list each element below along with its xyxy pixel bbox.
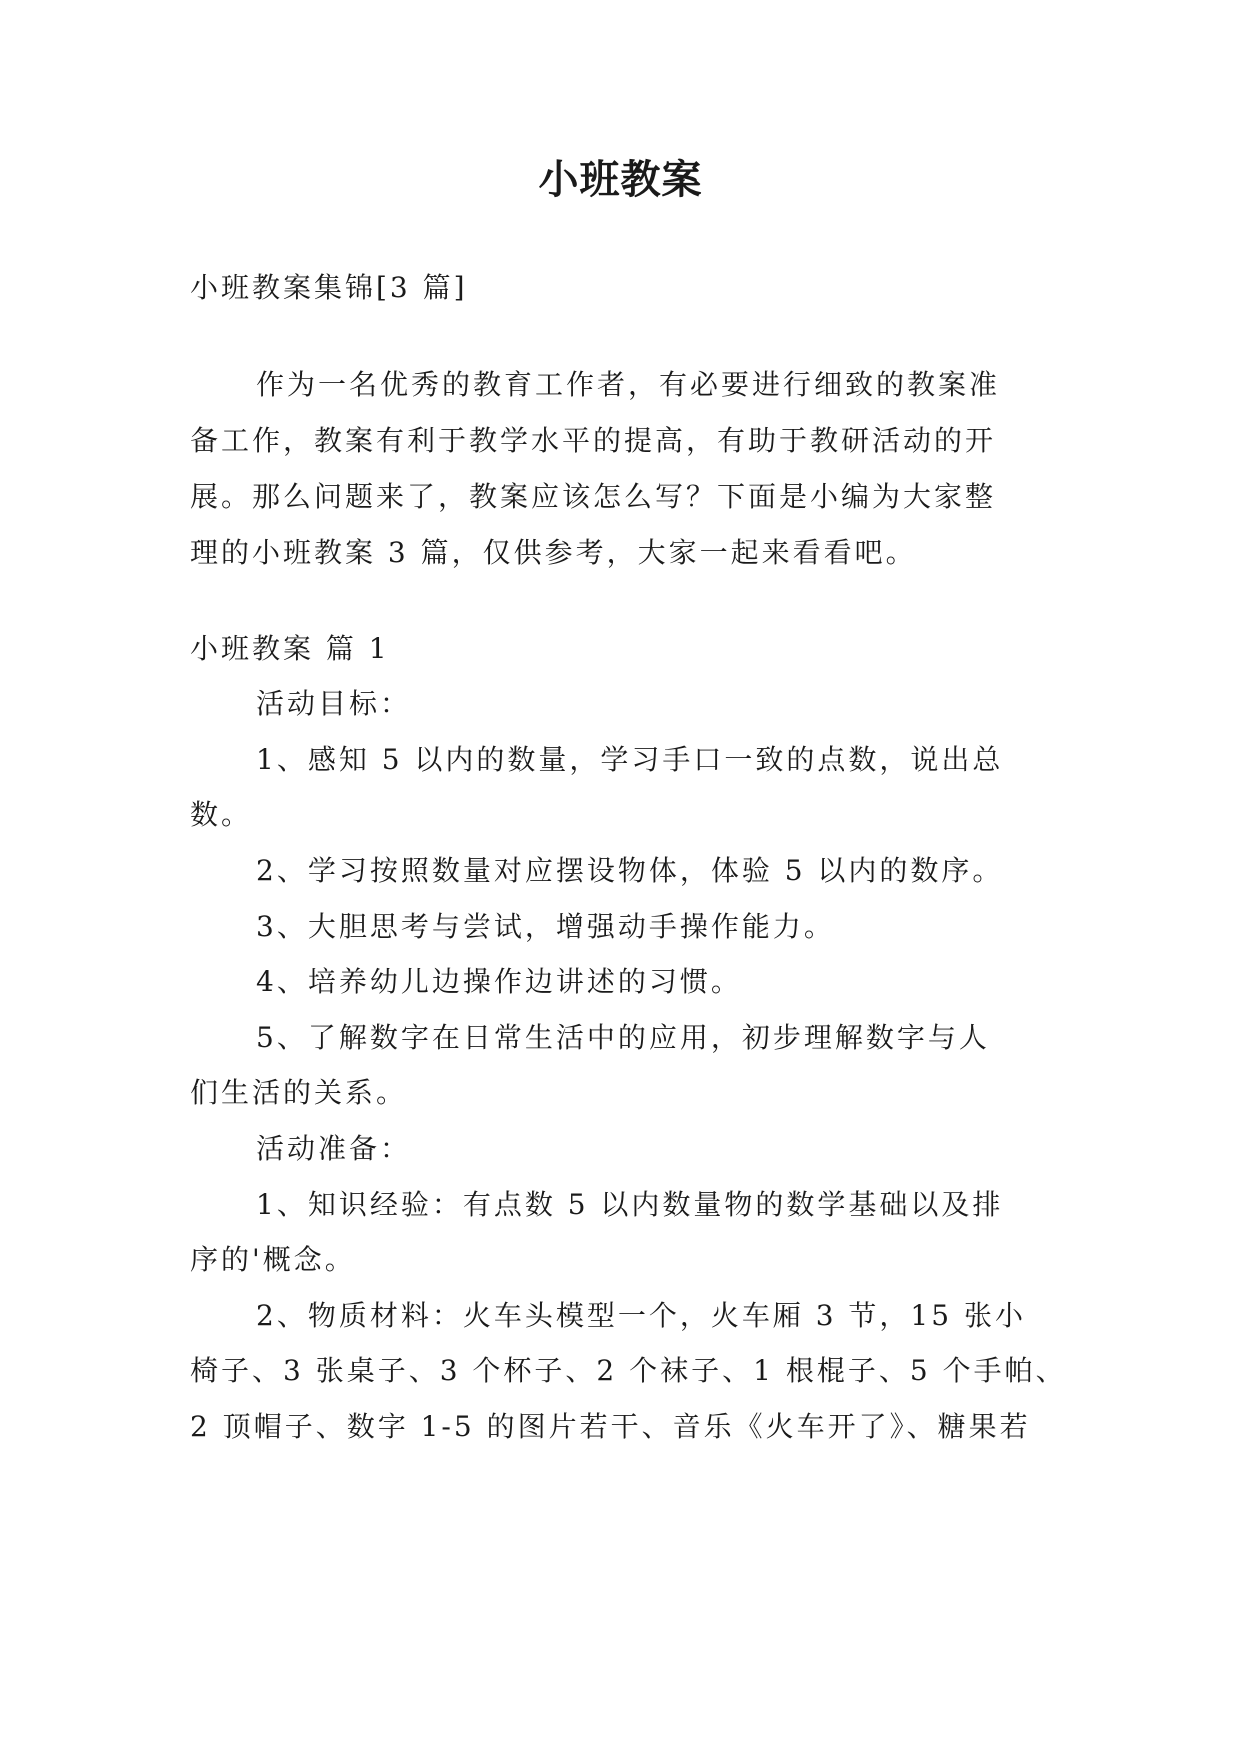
intro-line: 展。那么问题来了，教案应该怎么写？下面是小编为大家整 <box>190 480 997 513</box>
goal-item-continuation: 数。 <box>190 798 253 831</box>
document-title: 小班教案 <box>538 156 703 203</box>
goal-item: 3、大胆思考与尝试，增强动手操作能力。 <box>256 910 835 943</box>
section-title: 小班教案 篇 1 <box>190 632 390 665</box>
prep-item-continuation: 椅子、3 张桌子、3 个杯子、2 个袜子、1 根棍子、5 个手帕、 <box>190 1354 1067 1387</box>
goal-item: 4、培养幼儿边操作边讲述的习惯。 <box>256 965 742 998</box>
prep-item-continuation: 序的'概念。 <box>190 1243 356 1276</box>
goal-item-continuation: 们生活的关系。 <box>190 1076 408 1109</box>
prep-item: 2、物质材料：火车头模型一个，火车厢 3 节，15 张小 <box>256 1299 1026 1332</box>
intro-line: 备工作，教案有利于教学水平的提高，有助于教研活动的开 <box>190 424 997 457</box>
goals-heading: 活动目标： <box>256 687 412 720</box>
goal-item: 5、了解数字在日常生活中的应用，初步理解数字与人 <box>256 1021 990 1054</box>
prep-item: 1、知识经验：有点数 5 以内数量物的数学基础以及排 <box>256 1188 1004 1221</box>
collection-subtitle: 小班教案集锦[3 篇] <box>190 271 468 304</box>
intro-line: 理的小班教案 3 篇，仅供参考，大家一起来看看吧。 <box>190 536 917 569</box>
prep-heading: 活动准备： <box>256 1132 412 1165</box>
prep-item-continuation: 2 顶帽子、数字 1-5 的图片若干、音乐《火车开了》、糖果若 <box>190 1410 1031 1443</box>
intro-line: 作为一名优秀的教育工作者，有必要进行细致的教案准 <box>256 368 1001 401</box>
goal-item: 1、感知 5 以内的数量，学习手口一致的点数，说出总 <box>256 743 1004 776</box>
goal-item: 2、学习按照数量对应摆设物体，体验 5 以内的数序。 <box>256 854 1004 887</box>
